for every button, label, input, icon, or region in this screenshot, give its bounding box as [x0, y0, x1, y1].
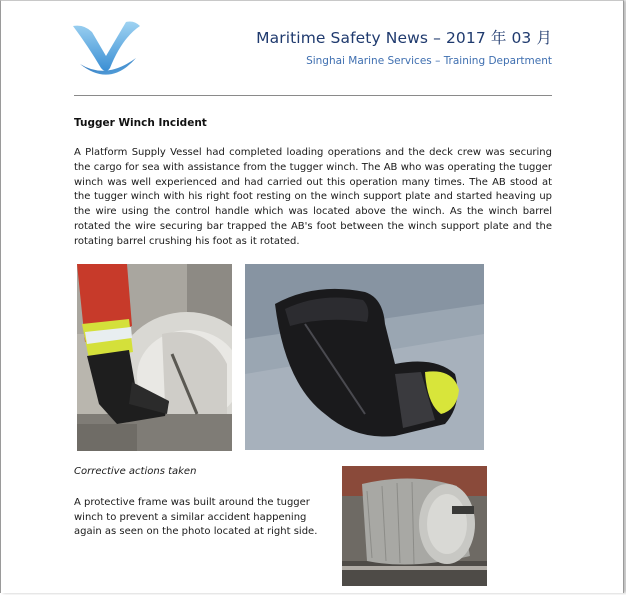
- newsletter-subtitle: Singhai Marine Services – Training Department: [306, 55, 552, 67]
- incident-photo-winch-leg: [77, 264, 232, 451]
- article-body: A Platform Supply Vessel had completed loading operations and the deck crew was securing the cargo for sea with assistance from the tugger winch. The AB who was operating the tugger winch was well experienced and had carried out this operation many times. The AB stood at the tugger winch with his right foot resting on the winch support plate and started heaving up the wire using the control handle which was located above the winch. As the winch barrel rotated the wire securing bar trapped the AB's foot between the winch support plate and the rotating barrel crushing his foot as it rotated.: [74, 147, 552, 247]
- newsletter-title: Maritime Safety News – 2017 年 03 月: [256, 29, 552, 47]
- header-divider: [74, 95, 552, 96]
- company-logo: [70, 18, 142, 78]
- corrective-heading: Corrective actions taken: [74, 466, 197, 477]
- corrective-body: A protective frame was built around the tugger winch to prevent a similar accident happening again as seen on the photo located at right side.: [74, 497, 318, 538]
- article-heading: Tugger Winch Incident: [74, 117, 207, 129]
- incident-photo-damaged-boot: [245, 264, 484, 450]
- protective-frame-photo: [342, 466, 487, 586]
